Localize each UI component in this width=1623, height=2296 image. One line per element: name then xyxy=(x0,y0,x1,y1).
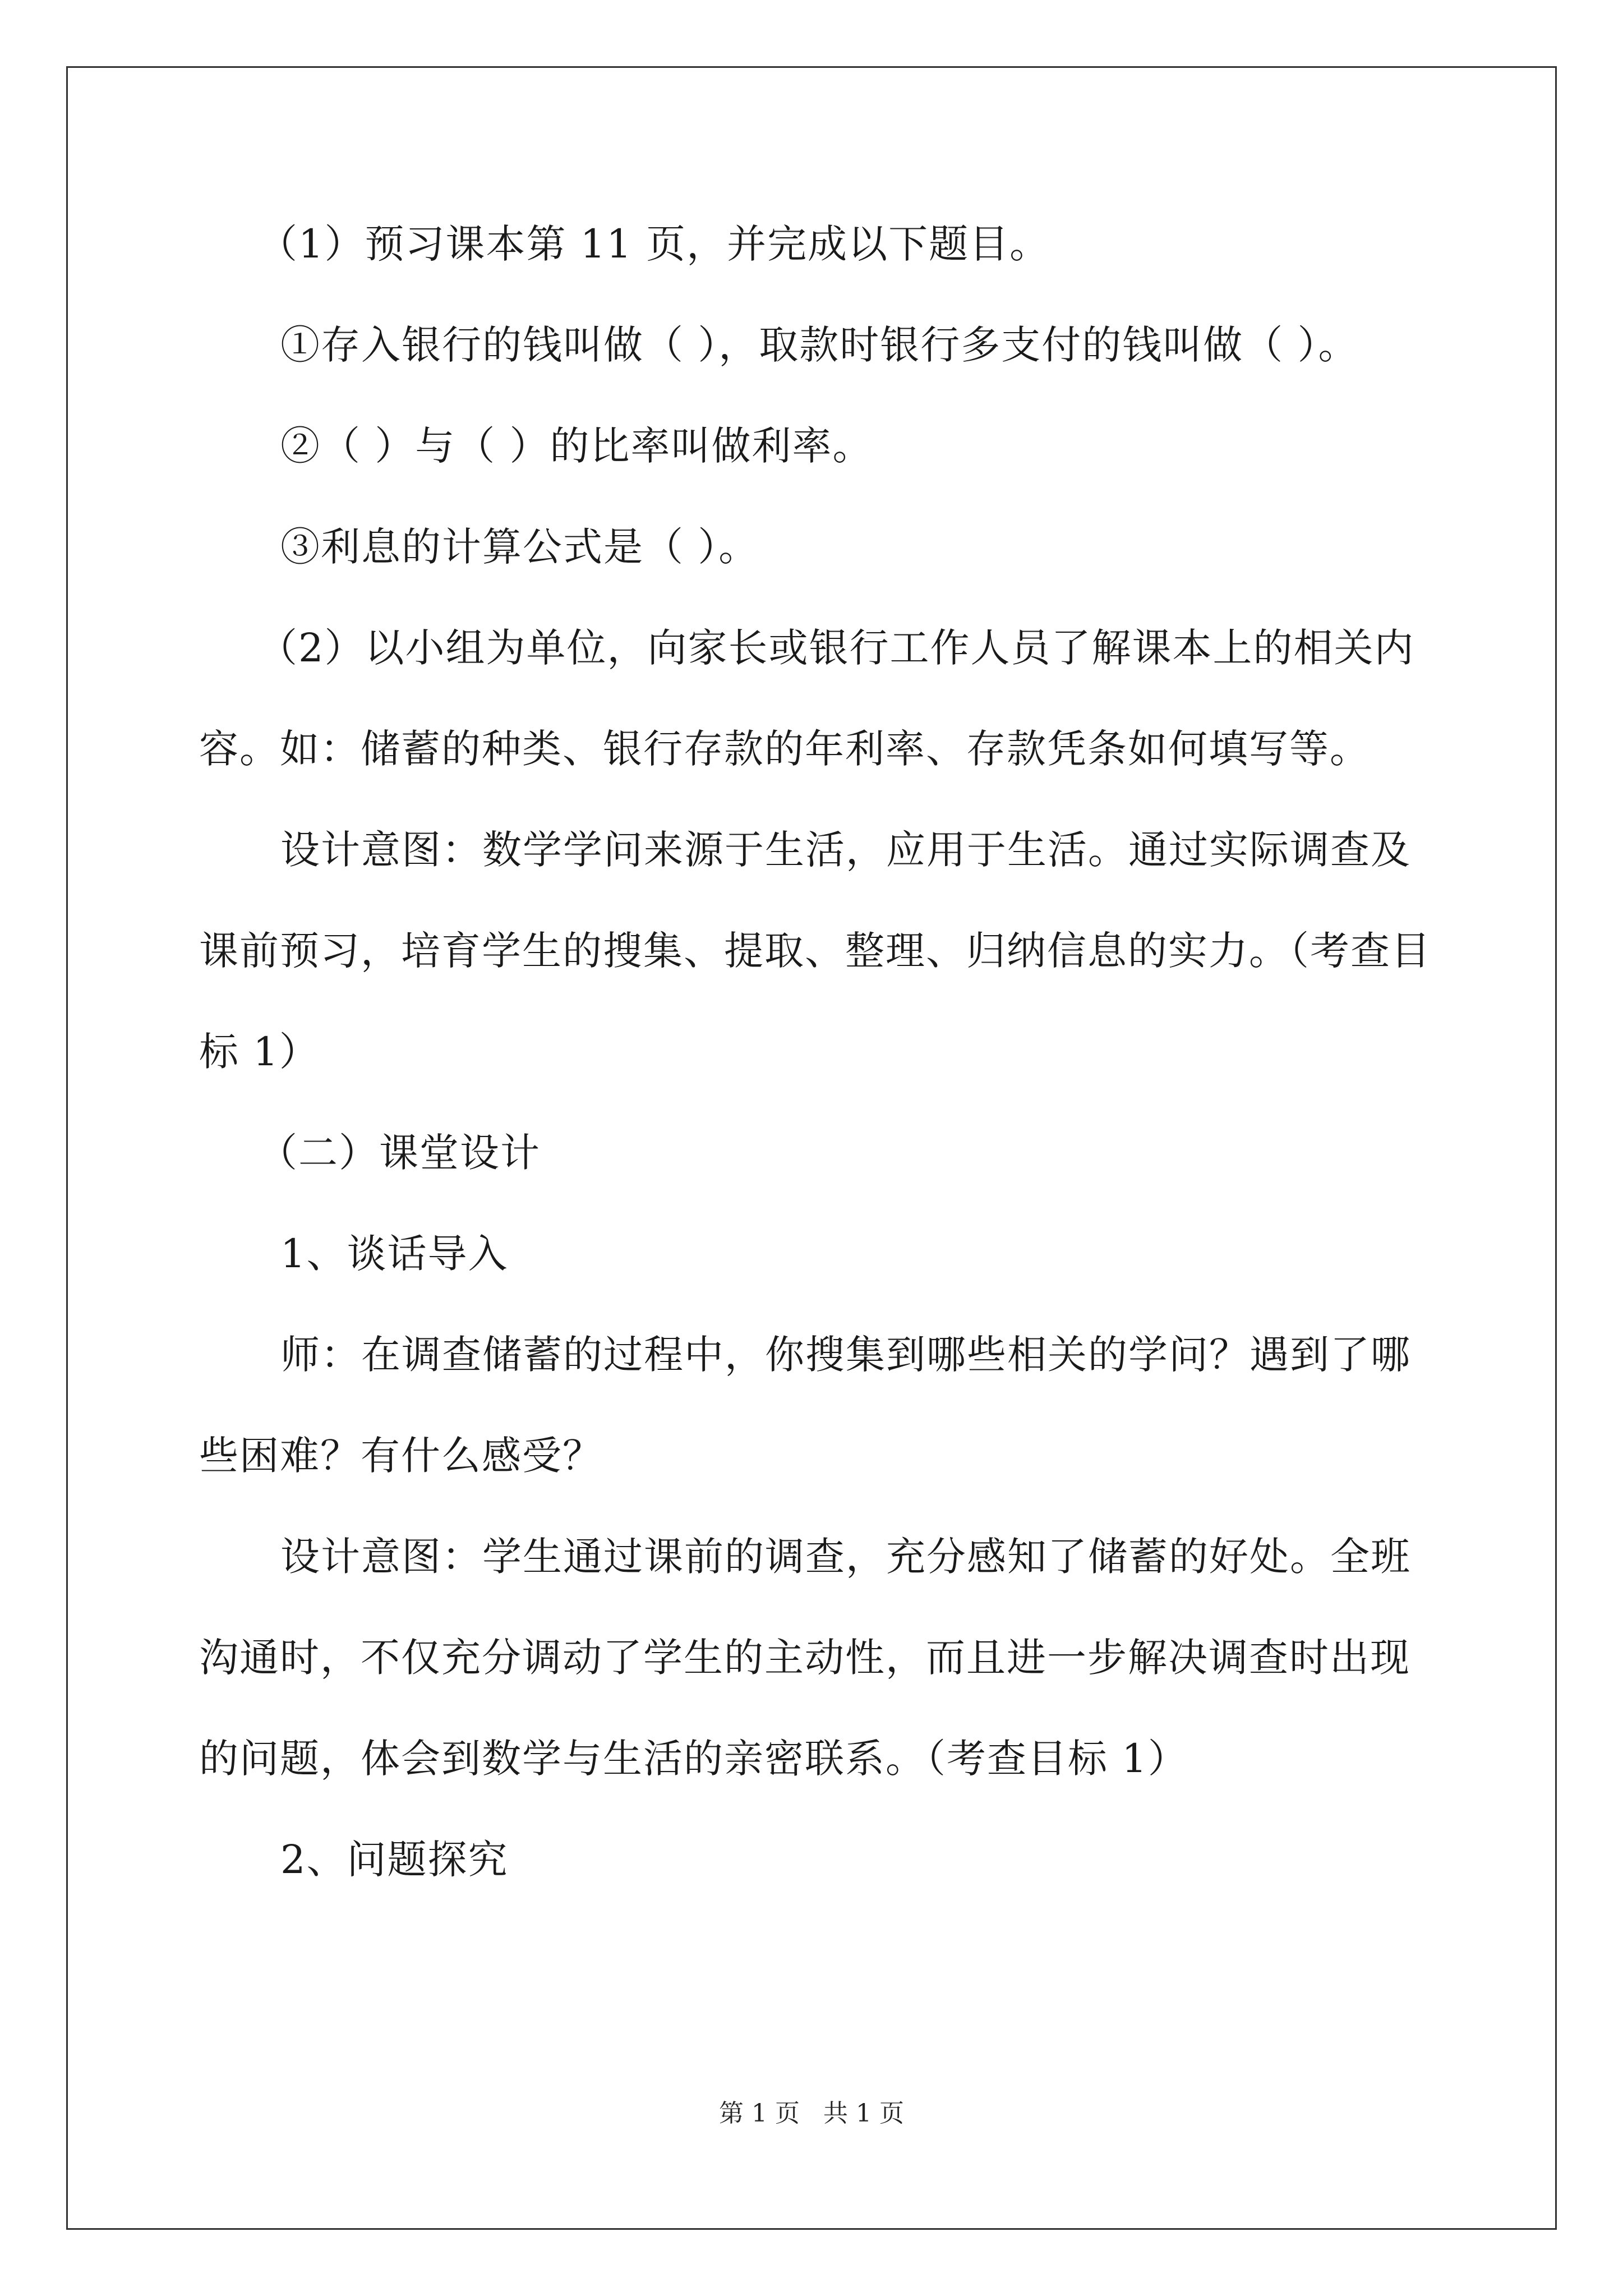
section-heading: （二）课堂设计 xyxy=(258,1130,541,1176)
text-line: （2）以小组为单位，向家长或银行工作人员了解课本上的相关内 xyxy=(258,625,1415,671)
text-line: 些困难？有什么感受？ xyxy=(199,1433,603,1479)
text-line: ②（ ）与（ ）的比率叫做利率。 xyxy=(280,423,873,469)
text-line: 课前预习，培育学生的搜集、提取、整理、归纳信息的实力。（考查目 xyxy=(199,928,1431,974)
page-footer: 第 1 页 共 1 页 xyxy=(719,2099,904,2128)
text-line: ①存入银行的钱叫做（ ），取款时银行多支付的钱叫做（ ）。 xyxy=(280,322,1359,368)
text-line: 设计意图：数学学问来源于生活，应用于生活。通过实际调查及 xyxy=(280,827,1411,873)
text-line: 沟通时，不仅充分调动了学生的主动性，而且进一步解决调查时出现 xyxy=(199,1635,1410,1681)
sub-heading: 1、谈话导入 xyxy=(280,1231,509,1277)
text-line: 师：在调查储蓄的过程中，你搜集到哪些相关的学问？遇到了哪 xyxy=(280,1332,1411,1378)
text-line: 容。如：储蓄的种类、银行存款的年利率、存款凭条如何填写等。 xyxy=(199,726,1370,772)
text-line: ③利息的计算公式是（ ）。 xyxy=(280,524,759,570)
text-line: 设计意图：学生通过课前的调查，充分感知了储蓄的好处。全班 xyxy=(280,1534,1411,1580)
text-line: 标 1） xyxy=(199,1029,320,1075)
text-line: 的问题，体会到数学与生活的亲密联系。（考查目标 1） xyxy=(199,1736,1188,1782)
sub-heading: 2、问题探究 xyxy=(280,1837,509,1883)
text-line: （1）预习课本第 11 页，并完成以下题目。 xyxy=(258,221,1050,267)
